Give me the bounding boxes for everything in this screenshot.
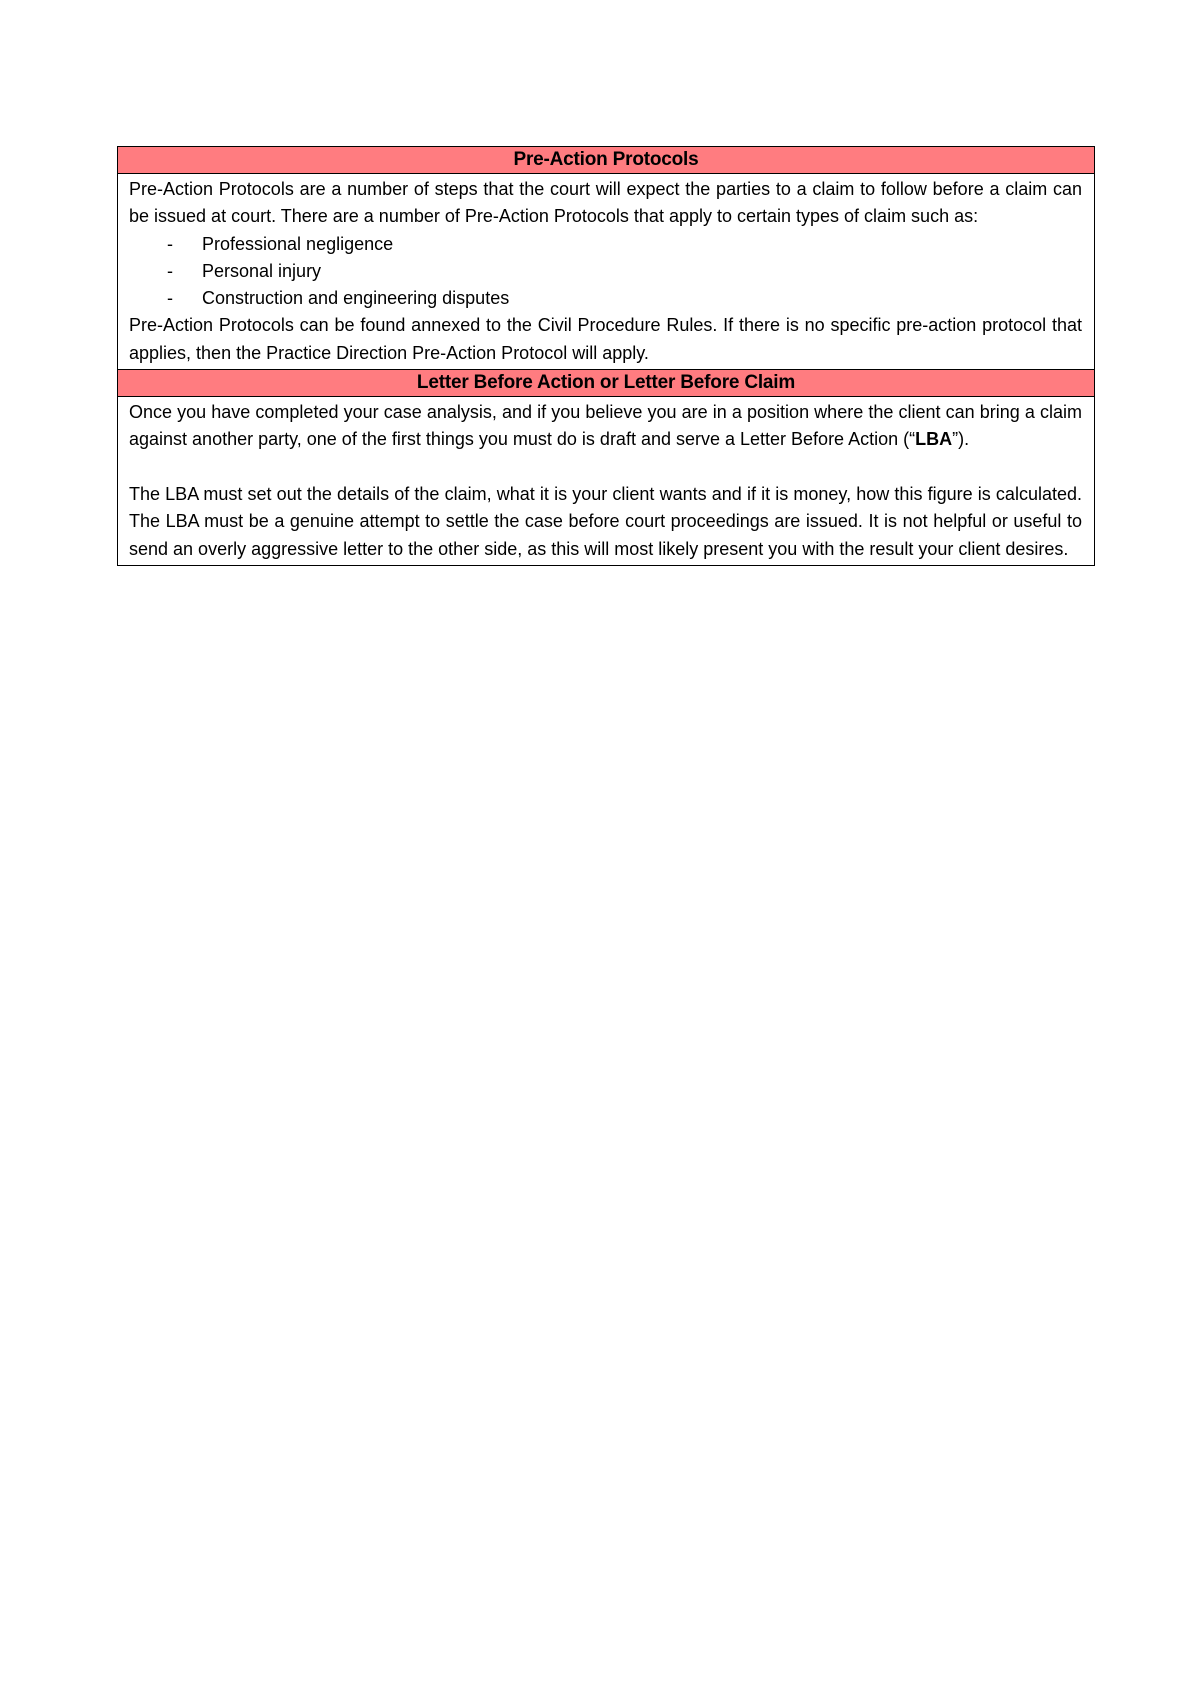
intro-paragraph: Pre-Action Protocols are a number of steps that the court will expect the parties to a claim to follow before a claim can be issued at court. There are a number of Pre-Action Protocols that apply to certain types of claim such as: [129, 179, 1082, 227]
bullet-dash: - [167, 233, 173, 254]
list-item-text: Personal injury [202, 260, 322, 281]
section-body-pre-action-protocols [118, 174, 1095, 370]
lba-intro-end: ”). [952, 429, 970, 450]
section-body-row [118, 174, 1095, 370]
list-item [129, 231, 1082, 258]
section-body-row [118, 397, 1095, 566]
list-item [129, 258, 1082, 285]
list-item [129, 285, 1082, 312]
closing-paragraph: Pre-Action Protocols can be found annexed to the Civil Procedure Rules. If there is no specific pre-action protocol that applies, then the Practice Direction Pre-Action Protocol will apply. [129, 315, 1082, 363]
section-title-letter-before-action: Letter Before Action or Letter Before Claim [118, 370, 1095, 397]
content-table [117, 146, 1095, 566]
list-item-text: Construction and engineering disputes [202, 288, 510, 309]
section-header-row [118, 147, 1095, 174]
bullet-dash: - [167, 288, 173, 309]
claim-types-list [129, 231, 1082, 313]
lba-details-paragraph: The LBA must set out the details of the claim, what it is your client wants and if it is money, how this figure is calculated. The LBA must be a genuine attempt to settle the case before court proceedings are issued. It is not helpful or useful to send an overly aggressive letter to the other side, as this will most likely present you with the result your client desires. [129, 483, 1082, 559]
bullet-dash: - [167, 260, 173, 281]
section-body-letter-before-action [118, 397, 1095, 566]
paragraph-spacer [129, 454, 1082, 481]
lba-abbreviation: LBA [915, 429, 953, 450]
list-item-text: Professional negligence [202, 233, 394, 254]
lba-intro-text: Once you have completed your case analysis, and if you believe you are in a position where the client can bring a claim against another party, one of the first things you must do is draft and serve a Letter Before Action (“ [129, 402, 1082, 450]
section-title-pre-action-protocols: Pre-Action Protocols [118, 147, 1095, 174]
section-header-row [118, 370, 1095, 397]
lba-intro-paragraph [129, 399, 1082, 454]
